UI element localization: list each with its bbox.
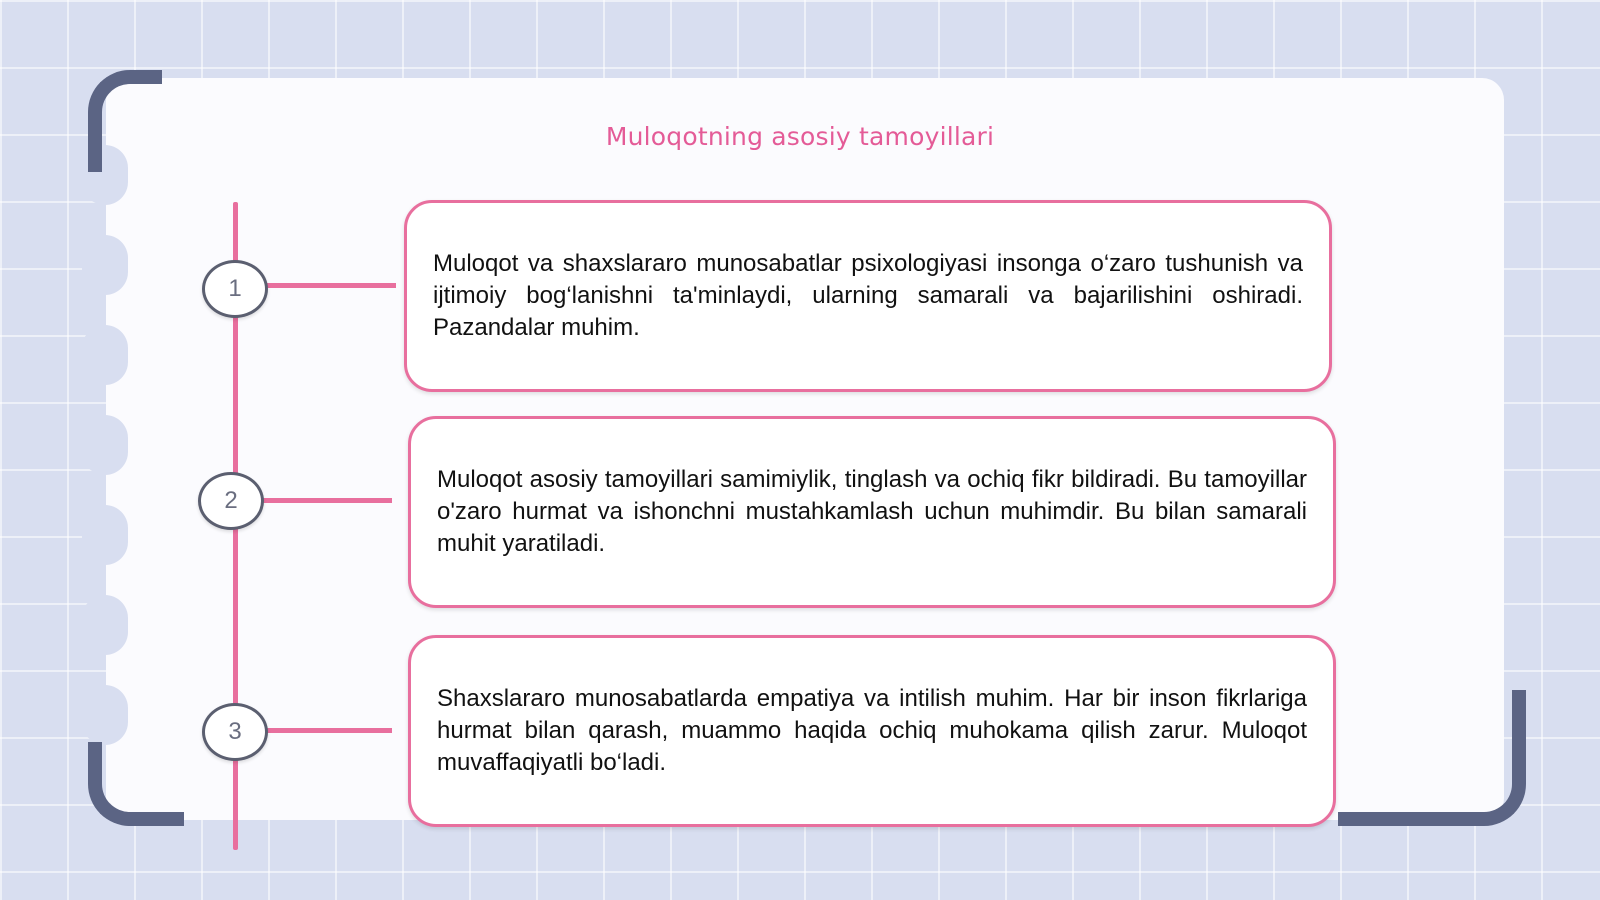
timeline-connector bbox=[266, 728, 392, 733]
frame-corner-bottom-left bbox=[88, 742, 184, 826]
binder-notch bbox=[82, 325, 128, 385]
slide-title: Muloqotning asosiy tamoyillari bbox=[605, 122, 995, 151]
frame-corner-bottom-right bbox=[1338, 690, 1526, 826]
binder-notch bbox=[82, 235, 128, 295]
frame-corner-top-left bbox=[88, 70, 162, 172]
step-number-1: 1 bbox=[202, 260, 268, 318]
principle-card-3 bbox=[408, 635, 1336, 827]
principle-text: Muloqot va shaxslararo munosabatlar psixologiyasi insonga o‘zaro tushunish va ijtimoiy bog‘lanishni ta'minlaydi, ularning samarali va bajarilishini oshiradi. Pazandalar muhim. bbox=[433, 250, 1303, 341]
binder-notch bbox=[82, 505, 128, 565]
principle-card-1 bbox=[404, 200, 1332, 392]
binder-notch bbox=[82, 415, 128, 475]
principle-text: Muloqot asosiy tamoyillari samimiylik, tinglash va ochiq fikr bildiradi. Bu tamoyillar o'zaro hurmat va ishonchni mustahkamlash uchun muhimdir. Bu bilan samarali muhit yaratiladi. bbox=[437, 466, 1307, 557]
timeline-connector bbox=[266, 283, 396, 288]
step-number-3: 3 bbox=[202, 703, 268, 761]
step-number-2: 2 bbox=[198, 472, 264, 530]
timeline-connector bbox=[262, 498, 392, 503]
binder-notch bbox=[82, 685, 128, 745]
binder-notch bbox=[82, 595, 128, 655]
principle-text: Shaxslararo munosabatlarda empatiya va intilish muhim. Har bir inson fikrlariga hurmat bilan qarash, muammo haqida ochiq muhokama qilish zarur. Muloqot muvaffaqiyatli bo‘ladi. bbox=[437, 685, 1307, 776]
principle-card-2 bbox=[408, 416, 1336, 608]
